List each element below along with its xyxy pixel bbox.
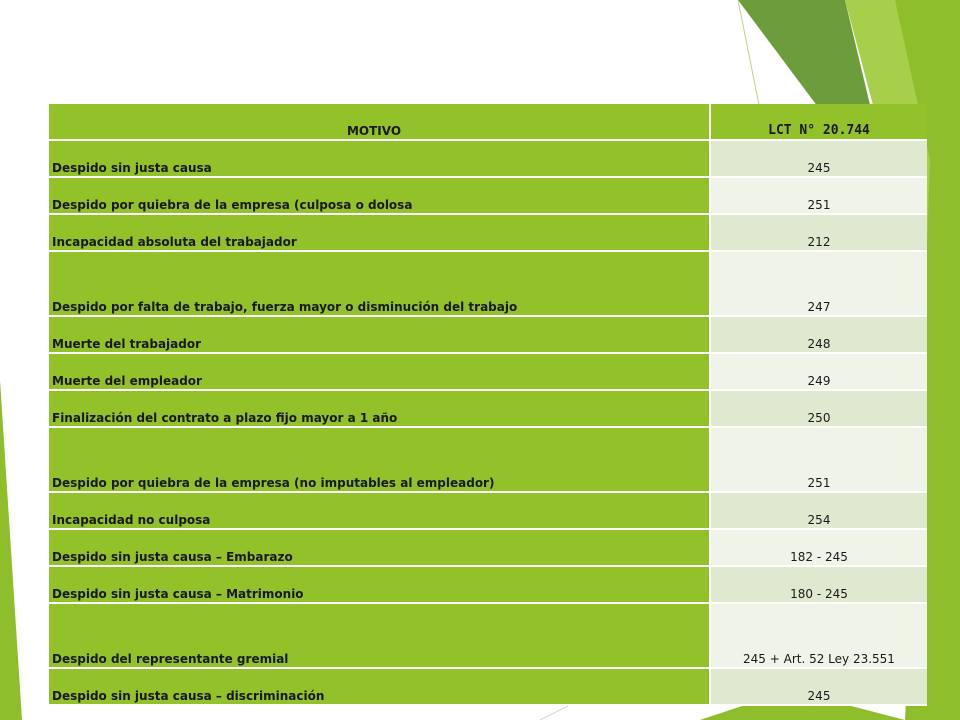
- lct-cell: 212: [710, 214, 927, 251]
- lct-cell: 245: [710, 668, 927, 705]
- motivo-cell: Finalización del contrato a plazo fijo mayor a 1 año: [49, 390, 710, 427]
- table-row: [49, 214, 927, 251]
- table-row: [49, 353, 927, 390]
- lct-cell: 249: [710, 353, 927, 390]
- lct-cell: 245: [710, 140, 927, 177]
- table-row: [49, 668, 927, 705]
- motivo-cell: Despido por falta de trabajo, fuerza mayor o disminución del trabajo: [49, 251, 710, 316]
- motivo-cell: Despido del representante gremial: [49, 603, 710, 668]
- table-row: [49, 529, 927, 566]
- motivo-cell: Muerte del empleador: [49, 353, 710, 390]
- motivo-cell: Incapacidad no culposa: [49, 492, 710, 529]
- motivo-cell: Incapacidad absoluta del trabajador: [49, 214, 710, 251]
- motivo-cell: Despido sin justa causa – Embarazo: [49, 529, 710, 566]
- motivo-cell: Despido por quiebra de la empresa (culposa o dolosa: [49, 177, 710, 214]
- lct-cell: 245 + Art. 52 Ley 23.551: [710, 603, 927, 668]
- left-green-shape: [0, 380, 22, 720]
- table-row: [49, 177, 927, 214]
- lct-cell: 251: [710, 427, 927, 492]
- lct-cell: 182 - 245: [710, 529, 927, 566]
- lct-cell: 247: [710, 251, 927, 316]
- table-row: [49, 566, 927, 603]
- table-row: [49, 427, 927, 492]
- table-row: [49, 492, 927, 529]
- motivo-cell: Muerte del trabajador: [49, 316, 710, 353]
- motivo-cell: Despido por quiebra de la empresa (no imputables al empleador): [49, 427, 710, 492]
- motivos-table: [49, 104, 927, 706]
- header-motivo: MOTIVO: [49, 104, 710, 140]
- lct-cell: 250: [710, 390, 927, 427]
- table-row: [49, 251, 927, 316]
- motivo-cell: Despido sin justa causa: [49, 140, 710, 177]
- motivo-cell: Despido sin justa causa – discriminación: [49, 668, 710, 705]
- header-lct: LCT N° 20.744: [710, 104, 927, 140]
- lct-cell: 251: [710, 177, 927, 214]
- motivo-cell: Despido sin justa causa – Matrimonio: [49, 566, 710, 603]
- lct-cell: 254: [710, 492, 927, 529]
- lct-cell: 248: [710, 316, 927, 353]
- lct-cell: 180 - 245: [710, 566, 927, 603]
- table-row: [49, 316, 927, 353]
- table-row: [49, 390, 927, 427]
- table-row: [49, 140, 927, 177]
- table-row: [49, 603, 927, 668]
- table-header-row: [49, 104, 927, 140]
